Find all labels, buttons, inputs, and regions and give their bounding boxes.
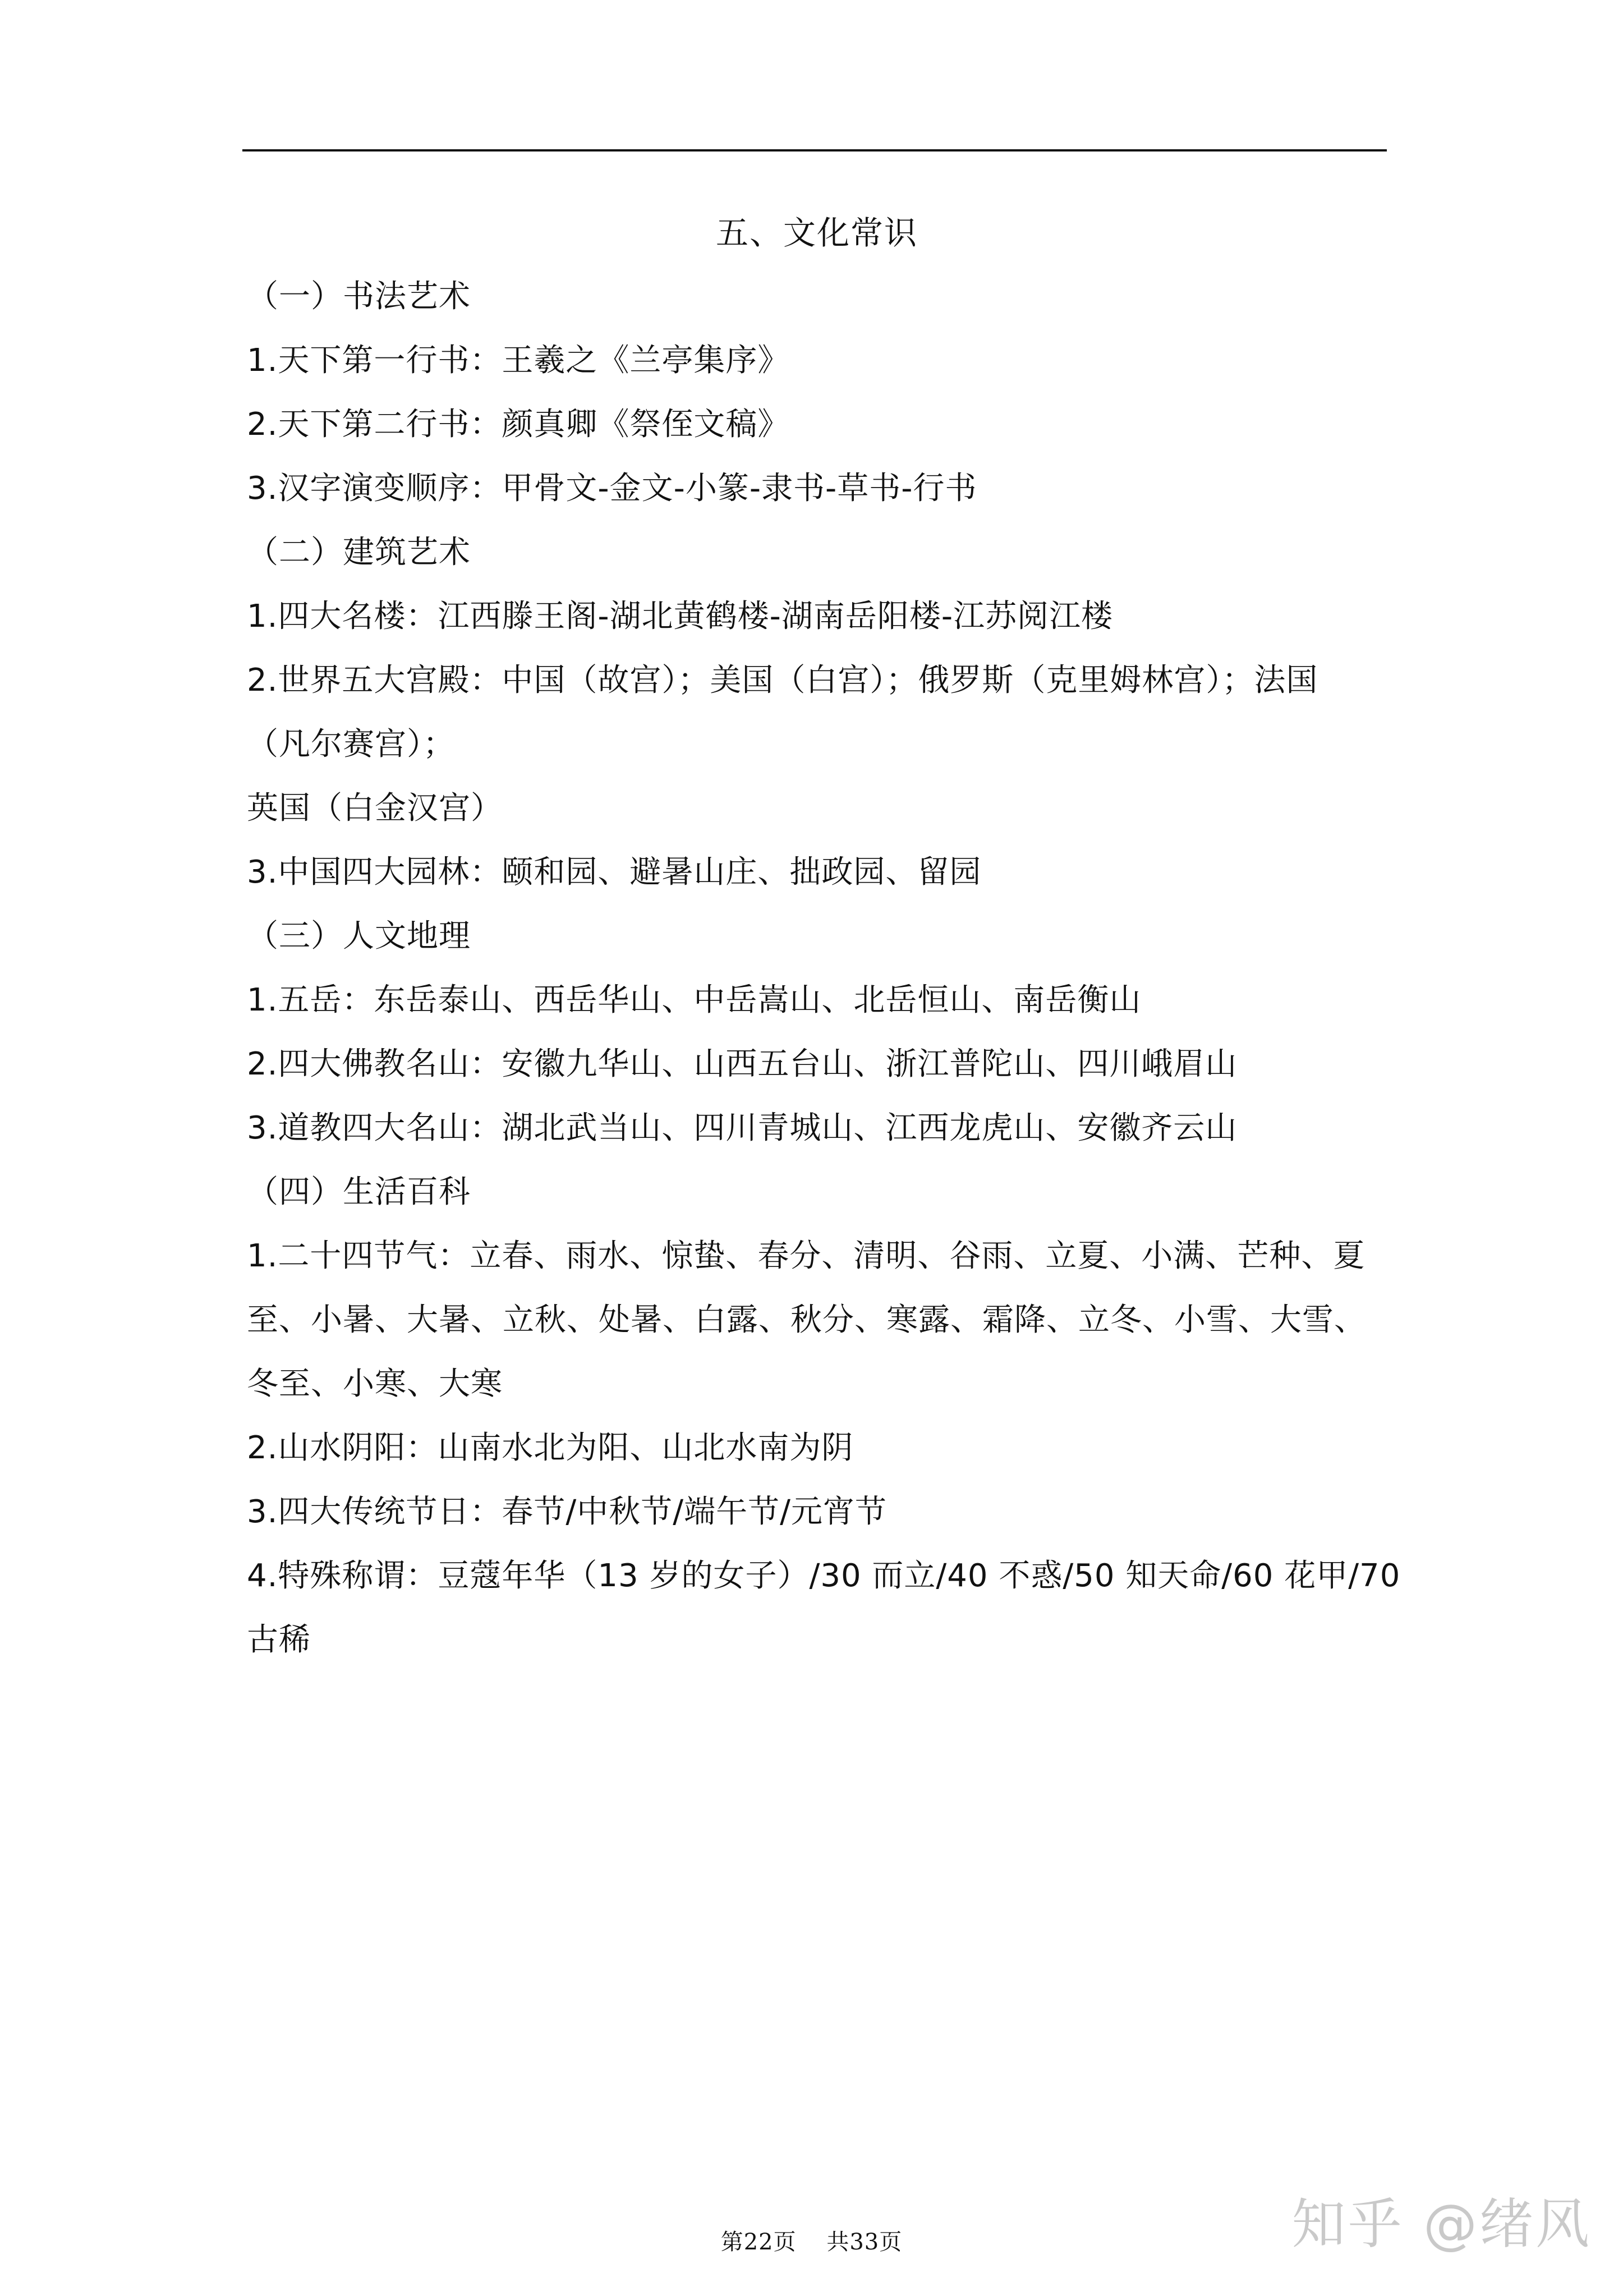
section-heading-calligraphy: （一）书法艺术 [247, 278, 471, 315]
life-item-1: 1.二十四节气：立春、雨水、惊蛰、春分、清明、谷雨、立夏、小满、芒种、夏 [247, 1238, 1365, 1274]
calligraphy-item-3: 3.汉字演变顺序：甲骨文-金文-小篆-隶书-草书-行书 [247, 470, 977, 507]
architecture-item-2: 2.世界五大宫殿：中国（故宫）；美国（白宫）；俄罗斯（克里姆林宫）；法国 [247, 662, 1318, 699]
page-title: 五、文化常识 [715, 214, 918, 252]
header-rule [242, 149, 1387, 151]
current-page-number: 第22页 [720, 2229, 797, 2255]
life-item-3: 3.四大传统节日：春节/中秋节/端午节/元宵节 [247, 1494, 888, 1530]
architecture-item-2-cont: （凡尔赛宫）； [247, 726, 455, 763]
life-item-1-cont: 至、小暑、大暑、立秋、处暑、白露、秋分、寒露、霜降、立冬、小雪、大雪、 [247, 1302, 1366, 1338]
calligraphy-item-2: 2.天下第二行书：颜真卿《祭侄文稿》 [247, 406, 790, 443]
calligraphy-item-1: 1.天下第一行书：王羲之《兰亭集序》 [247, 342, 790, 379]
section-heading-geography: （三）人文地理 [247, 918, 471, 954]
section-heading-architecture: （二）建筑艺术 [247, 534, 471, 571]
architecture-item-1: 1.四大名楼：江西滕王阁-湖北黄鹤楼-湖南岳阳楼-江苏阅江楼 [247, 598, 1114, 635]
geography-item-3: 3.道教四大名山：湖北武当山、四川青城山、江西龙虎山、安徽齐云山 [247, 1110, 1238, 1146]
geography-item-2: 2.四大佛教名山：安徽九华山、山西五台山、浙江普陀山、四川峨眉山 [247, 1046, 1238, 1082]
architecture-item-3: 3.中国四大园林：颐和园、避暑山庄、拙政园、留园 [247, 854, 982, 890]
total-pages: 共33页 [826, 2229, 903, 2255]
life-item-4-cont: 古稀 [247, 1622, 311, 1658]
architecture-item-2-cont2: 英国（白金汉宫） [247, 790, 503, 826]
watermark: 知乎 @绪风 [1291, 2193, 1592, 2256]
page-content [247, 201, 1401, 1672]
life-item-4: 4.特殊称谓：豆蔻年华（13 岁的女子）/30 而立/40 不惑/50 知天命/60 花甲/70 [247, 1558, 1401, 1594]
life-item-1-cont2: 冬至、小寒、大寒 [247, 1366, 503, 1402]
section-heading-life: （四）生活百科 [247, 1174, 471, 1210]
geography-item-1: 1.五岳：东岳泰山、西岳华山、中岳嵩山、北岳恒山、南岳衡山 [247, 982, 1142, 1018]
life-item-2: 2.山水阴阳：山南水北为阳、山北水南为阴 [247, 1430, 854, 1466]
